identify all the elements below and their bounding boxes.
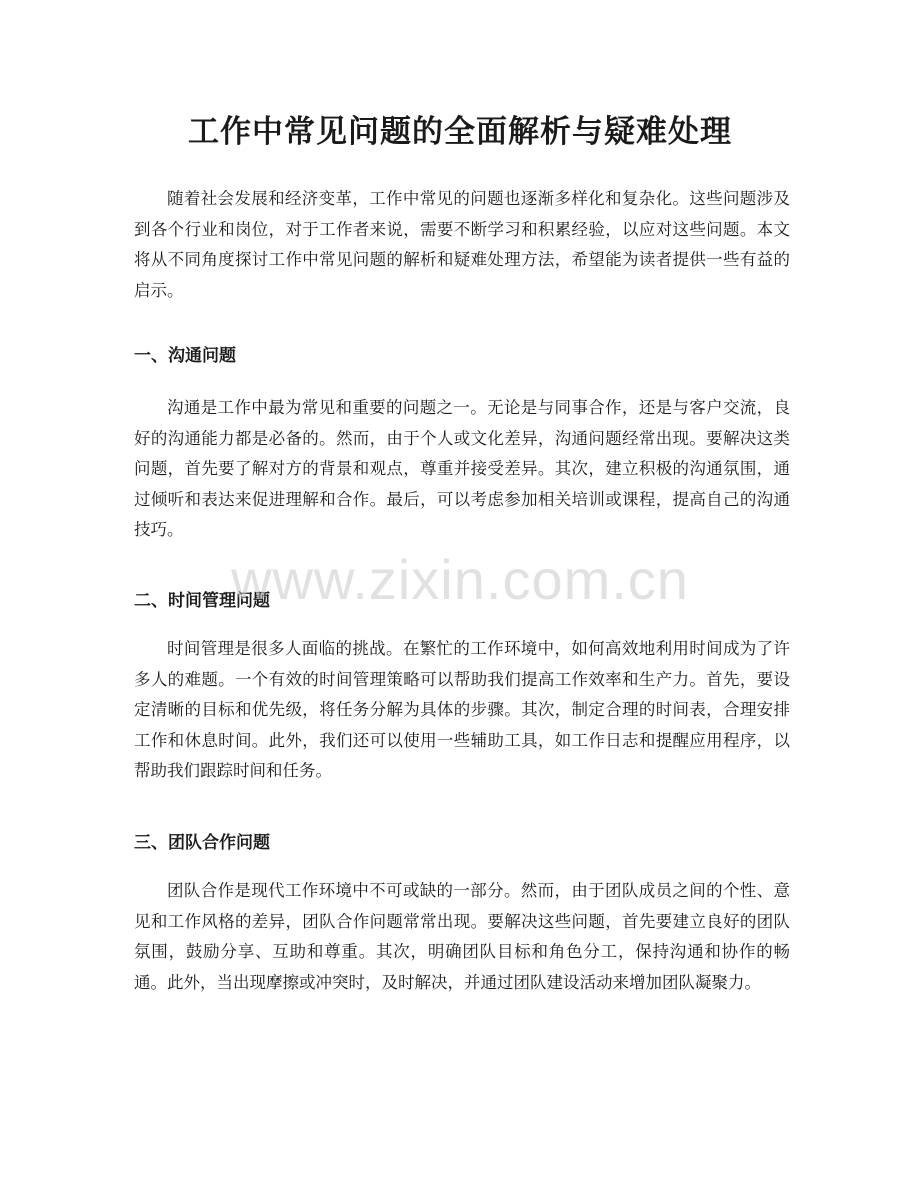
page-title: 工作中常见问题的全面解析与疑难处理	[188, 114, 732, 150]
section-heading-teamwork: 三、团队合作问题	[134, 833, 270, 853]
section-body-time-management: 时间管理是很多人面临的挑战。在繁忙的工作环境中，如何高效地利用时间成为了许多人的难题。一个有效的时间管理策略可以帮助我们提高工作效率和生产力。首先，要设定清晰的目标和优先级，将任务分解为具体的步骤。其次，制定合理的时间表，合理安排工作和休息时间。此外，我们还可以使用一些辅助工具，如工作日志和提醒应用程序，以帮助我们跟踪时间和任务。	[134, 639, 790, 780]
section-body-communication: 沟通是工作中最为常见和重要的问题之一。无论是与同事合作，还是与客户交流，良好的沟通能力都是必备的。然而，由于个人或文化差异，沟通问题经常出现。要解决这类问题，首先要了解对方的背景和观点，尊重并接受差异。其次，建立积极的沟通氛围，通过倾听和表达来促进理解和合作。最后，可以考虑参加相关培训或课程，提高自己的沟通技巧。	[134, 398, 790, 539]
section-heading-time-management: 二、时间管理问题	[134, 591, 270, 611]
intro-paragraph: 随着社会发展和经济变革，工作中常见的问题也逐渐多样化和复杂化。这些问题涉及到各个行业和岗位，对于工作者来说，需要不断学习和积累经验，以应对这些问题。本文将从不同角度探讨工作中常见问题的解析和疑难处理方法，希望能为读者提供一些有益的启示。	[134, 189, 790, 300]
section-body-teamwork: 团队合作是现代工作环境中不可或缺的一部分。然而，由于团队成员之间的个性、意见和工作风格的差异，团队合作问题常常出现。要解决这些问题，首先要建立良好的团队氛围，鼓励分享、互助和尊重。其次，明确团队目标和角色分工，保持沟通和协作的畅通。此外，当出现摩擦或冲突时，及时解决，并通过团队建设活动来增加团队凝聚力。	[134, 881, 790, 992]
section-heading-communication: 一、沟通问题	[134, 346, 236, 366]
watermark: www.zixin.com.cn	[231, 548, 689, 611]
